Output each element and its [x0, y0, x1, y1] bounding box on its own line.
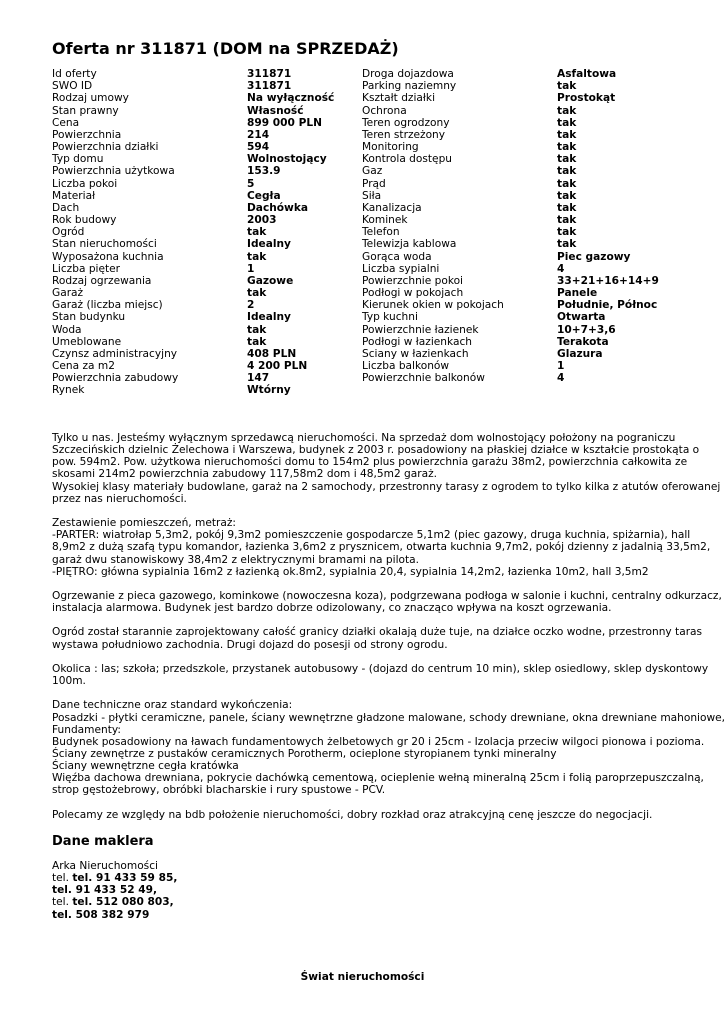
property-label: Liczba sypialni [362, 262, 440, 275]
property-value: Otwarta [557, 311, 606, 324]
property-value: Idealny [247, 311, 291, 324]
footer-brand: Świat nieruchomości [300, 971, 425, 983]
description-line: Ściany zewnętrze z pustaków ceramicznych Porotherm, ocieplone styropianem tynki mineralny [52, 747, 557, 760]
description-line: Budynek posadowiony na ławach fundamentowych żelbetowych gr 20 i 25cm - Izolacja przeciw wilgoci pionowa i pozioma. [52, 735, 705, 748]
property-row [52, 153, 362, 165]
property-value: tak [557, 116, 577, 129]
property-row [52, 165, 362, 177]
property-label: Garaż [52, 287, 84, 300]
description-line: instalacja alarmowa. Budynek jest bardzo dobrze odizolowany, co znacząco wpływa na koszt ogrzewania. [52, 602, 612, 615]
description-paragraph [52, 699, 725, 797]
property-value: Panele [557, 287, 598, 300]
property-value: tak [247, 287, 267, 300]
description-paragraph [52, 590, 722, 615]
agent-phone-line [52, 884, 177, 896]
property-value: Wolnostojący [247, 153, 327, 166]
property-row [52, 372, 362, 384]
description-line: pow. 594m2. Pow. użytkowa nieruchomości domu to 154m2 plus powierzchnia garażu 38m2, powierzchnia całkowita ze [52, 456, 688, 469]
property-value: Asfaltowa [557, 68, 617, 80]
property-label: Garaż (liczba miejsc) [52, 299, 163, 312]
property-value: Glazura [557, 347, 603, 360]
property-value: tak [247, 250, 267, 263]
description-line: Dane techniczne oraz standard wykończenia: [52, 699, 293, 712]
phone-number: tel. 91 433 59 85, [72, 872, 178, 885]
property-row [362, 299, 682, 311]
property-label: Powierzchnia użytkowa [52, 165, 175, 178]
phone-number: tel. 512 080 803, [72, 896, 174, 909]
property-value: tak [557, 104, 577, 117]
description-line: Okolica : las; szkoła; przedszkole, przystanek autobusowy - (dojazd do centrum 10 min), sklep osiedlowy, sklep dyskontowy [52, 662, 709, 675]
properties-left-column [52, 68, 362, 397]
property-value: 1 [247, 262, 255, 275]
description-line: garaż dwu stanowiskowy 38,4m2 z elektrycznymi bramami na pilota. [52, 553, 420, 566]
property-row [362, 165, 682, 177]
agent-phone-list [52, 872, 177, 921]
property-value: tak [557, 214, 577, 227]
property-row [362, 348, 682, 360]
property-row [362, 190, 682, 202]
property-label: Cena [52, 116, 80, 129]
description-line: 100m. [52, 675, 86, 688]
property-row [362, 311, 682, 323]
description-paragraph [52, 809, 677, 821]
property-value: 4 200 PLN [247, 360, 308, 373]
property-label: Powierzchnia działki [52, 141, 159, 154]
property-value: tak [557, 226, 577, 239]
description-line: Ogrzewanie z pieca gazowego, kominkowe (nowoczesna koza), podgrzewana podłoga w salonie i kuchni, centralny odkurzacz, [52, 590, 722, 602]
description-line: Wysokiej klasy materiały budowlane, garaż na 2 samochody, przestronny tarasy z ogrodem to tylko kilka z atutów oferowanej [52, 480, 721, 493]
property-label: Teren ogrodzony [362, 116, 450, 129]
property-row [362, 336, 682, 348]
property-row [52, 68, 362, 80]
property-label: Stan prawny [52, 104, 119, 117]
property-label: Monitoring [362, 141, 419, 154]
description-paragraph [52, 432, 721, 505]
property-value: Piec gazowy [557, 250, 631, 263]
property-value: 311871 [247, 68, 292, 80]
property-value: 33+21+16+14+9 [557, 274, 659, 287]
property-row [362, 80, 682, 92]
description-line: Ogród został starannie zaprojektowany całość granicy działki okalają duże tuje, na działce oczko wodne, przestronny taras [52, 626, 703, 639]
property-label: Rodzaj ogrzewania [52, 274, 152, 287]
property-value: 2003 [247, 214, 277, 227]
property-label: Sciany w łazienkach [362, 347, 469, 360]
property-value: 899 000 PLN [247, 116, 322, 129]
property-row [52, 129, 362, 141]
property-label: Typ domu [52, 153, 104, 166]
property-value: 594 [247, 141, 270, 154]
description-paragraph [52, 626, 703, 651]
property-row [362, 226, 682, 238]
property-label: Gorąca woda [362, 250, 432, 263]
phone-prefix: tel. [52, 872, 73, 885]
property-value: Gazowe [247, 274, 294, 287]
property-value: Południe, Północ [557, 299, 658, 312]
property-row [52, 324, 362, 336]
property-label: Parking naziemny [362, 80, 457, 93]
property-label: SWO ID [52, 80, 93, 93]
property-value: 408 PLN [247, 347, 297, 360]
property-value: 1 [557, 360, 565, 373]
property-row [52, 141, 362, 153]
property-row [52, 238, 362, 250]
description-line: Zestawienie pomieszczeń, metraż: [52, 517, 236, 530]
property-value: 311871 [247, 80, 292, 93]
property-label: Stan nieruchomości [52, 238, 157, 251]
property-value: Na wyłączność [247, 92, 335, 105]
property-row [52, 287, 362, 299]
property-row [362, 129, 682, 141]
property-label: Rynek [52, 384, 85, 397]
property-label: Kominek [362, 214, 408, 227]
description-line: Ściany wewnętrzne cegła kratówka [52, 760, 239, 773]
phone-number: tel. 91 433 52 49, [52, 884, 158, 897]
property-label: Siła [362, 189, 382, 202]
property-row [52, 202, 362, 214]
property-value: Idealny [247, 238, 291, 251]
property-row [362, 214, 682, 226]
property-value: Prostokąt [557, 92, 616, 105]
property-label: Wyposażona kuchnia [52, 250, 164, 263]
property-value: 4 [557, 372, 565, 385]
description-line: -PARTER: wiatrołap 5,3m2, pokój 9,3m2 pomieszczenie gospodarcze 5,1m2 (piec gazowy, druga kuchnia, spiżarnia), hall [52, 529, 691, 542]
property-label: Powierzchnie pokoi [362, 274, 464, 287]
property-label: Liczba balkonów [362, 360, 450, 373]
property-row [52, 178, 362, 190]
properties-right-column [362, 68, 682, 384]
property-label: Id oferty [52, 68, 97, 80]
property-value: tak [247, 226, 267, 239]
property-value: tak [557, 177, 577, 190]
property-label: Liczba pięter [52, 262, 121, 275]
property-value: 4 [557, 262, 565, 275]
property-row [52, 92, 362, 104]
property-label: Ochrona [362, 104, 407, 117]
property-label: Podłogi w pokojach [362, 287, 464, 300]
property-row [362, 92, 682, 104]
property-label: Rodzaj umowy [52, 92, 129, 105]
agent-phone-line [52, 909, 177, 921]
property-value: Wtórny [247, 384, 291, 397]
property-value: tak [557, 238, 577, 251]
property-label: Powierzchnie balkonów [362, 372, 485, 385]
property-value: tak [557, 165, 577, 178]
property-row [362, 324, 682, 336]
property-row [52, 80, 362, 92]
property-value: 10+7+3,6 [557, 323, 616, 336]
description-line: Posadzki - płytki ceramiczne, panele, ściany wewnętrzne gładzone malowane, schody drewniane, okna drewniane mahoniowe, [52, 711, 725, 724]
property-row [362, 141, 682, 153]
property-row [52, 275, 362, 287]
property-value: Terakota [557, 335, 609, 348]
property-row [362, 238, 682, 250]
description-line: strop gęstożebrowy, obróbki blacharskie i rury spustowe - PCV. [52, 784, 386, 797]
property-value: tak [557, 128, 577, 141]
property-row [52, 214, 362, 226]
property-row [362, 178, 682, 190]
property-label: Telefon [362, 226, 400, 239]
description-line: wystawa południowo zachodnia. Drugi dojazd do posesji od strony ogrodu. [52, 638, 448, 651]
property-value: Własność [247, 104, 304, 117]
agent-phone-line [52, 896, 177, 908]
property-row [52, 263, 362, 275]
property-label: Czynsz administracyjny [52, 347, 178, 360]
property-value: 2 [247, 299, 255, 312]
property-label: Woda [52, 323, 82, 336]
property-label: Powierzchnie łazienek [362, 323, 479, 336]
description-line: 8,9m2 z dużą szafą typu komandor, łazienka 3,6m2 z prysznicem, otwarta kuchnia 9,7m2, pokój dzienny z jadalnią 33,5m2, [52, 541, 711, 554]
property-row [362, 263, 682, 275]
property-row [362, 287, 682, 299]
property-label: Podłogi w łazienkach [362, 335, 472, 348]
property-value: tak [557, 141, 577, 154]
property-value: tak [557, 153, 577, 166]
property-row [362, 275, 682, 287]
property-row [52, 311, 362, 323]
property-label: Kierunek okien w pokojach [362, 299, 504, 312]
description-paragraph [52, 517, 711, 578]
property-value: tak [557, 201, 577, 214]
property-row [52, 251, 362, 263]
property-value: 153.9 [247, 165, 281, 178]
agent-details [52, 860, 177, 921]
property-label: Ogród [52, 226, 85, 239]
description-line: Fundamenty: [52, 723, 121, 736]
phone-number: tel. 508 382 979 [52, 908, 150, 921]
property-label: Gaz [362, 165, 383, 178]
property-label: Powierzchnia [52, 128, 122, 141]
property-label: Cena za m2 [52, 360, 115, 373]
property-label: Droga dojazdowa [362, 68, 454, 80]
property-row [362, 117, 682, 129]
description-line: Tylko u nas. Jesteśmy wyłącznym sprzedawcą nieruchomości. Na sprzedaż dom wolnostojący położony na pograniczu [52, 432, 676, 444]
offer-description [52, 432, 725, 833]
property-row [362, 251, 682, 263]
property-row [52, 299, 362, 311]
property-label: Kanalizacja [362, 201, 422, 214]
agent-name: Arka Nieruchomości [52, 860, 158, 872]
property-value: tak [557, 80, 577, 93]
property-value: Dachówka [247, 201, 309, 214]
description-line: Więźba dachowa drewniana, pokrycie dachówką cementową, ocieplenie wełną mineralną 25cm i folią paroprzepuszczalną, [52, 772, 704, 785]
property-value: 5 [247, 177, 255, 190]
property-label: Dach [52, 201, 80, 214]
property-row [52, 105, 362, 117]
description-line: skosami 214m2 powierzchnia zabudowy 117,58m2 dom i 48,5m2 garaż. [52, 468, 438, 481]
property-label: Kontrola dostępu [362, 153, 453, 166]
property-label: Powierzchnia zabudowy [52, 372, 179, 385]
property-label: Kształt działki [362, 92, 436, 105]
property-label: Umeblowane [52, 335, 122, 348]
page-title: Oferta nr 311871 (DOM na SPRZEDAŻ) [52, 39, 399, 58]
description-line: przez nas nieruchomości. [52, 492, 187, 505]
property-row [52, 384, 362, 396]
property-label: Stan budynku [52, 311, 126, 324]
property-row [362, 153, 682, 165]
property-value: tak [557, 189, 577, 202]
property-label: Materiał [52, 189, 96, 202]
description-line: Polecamy ze względy na bdb położenie nieruchomości, dobry rozkład oraz atrakcyjną cenę jeszcze do negocjacji. [52, 808, 653, 821]
property-value: tak [247, 335, 267, 348]
property-value: Cegła [247, 189, 281, 202]
property-label: Typ kuchni [362, 311, 418, 324]
property-label: Teren strzeżony [362, 128, 446, 141]
phone-prefix: tel. [52, 896, 73, 909]
property-row [52, 336, 362, 348]
agent-heading: Dane maklera [52, 834, 154, 849]
property-row [362, 68, 682, 80]
property-label: Telewizja kablowa [362, 238, 457, 251]
agent-phone-line [52, 872, 177, 884]
property-value: tak [247, 323, 267, 336]
property-row [362, 360, 682, 372]
property-value: 147 [247, 372, 270, 385]
description-line: -PIĘTRO: główna sypialnia 16m2 z łazienką ok.8m2, sypialnia 20,4, sypialnia 14,2m2, łazienka 10m2, hall 3,5m2 [52, 565, 649, 578]
property-row [52, 226, 362, 238]
description-line: Szczecińskich dzielnic Żelechowa i Warszewa, budynek z 2003 r. posadowiony na płaskiej działce w kształcie prostokąta o [52, 444, 700, 457]
property-label: Liczba pokoi [52, 177, 118, 190]
property-row [362, 202, 682, 214]
property-label: Rok budowy [52, 214, 117, 227]
property-label: Prąd [362, 177, 386, 190]
property-row [52, 117, 362, 129]
property-value: 214 [247, 128, 270, 141]
property-row [362, 372, 682, 384]
property-row [362, 105, 682, 117]
property-row [52, 360, 362, 372]
description-paragraph [52, 662, 709, 688]
property-row [52, 348, 362, 360]
property-row [52, 190, 362, 202]
